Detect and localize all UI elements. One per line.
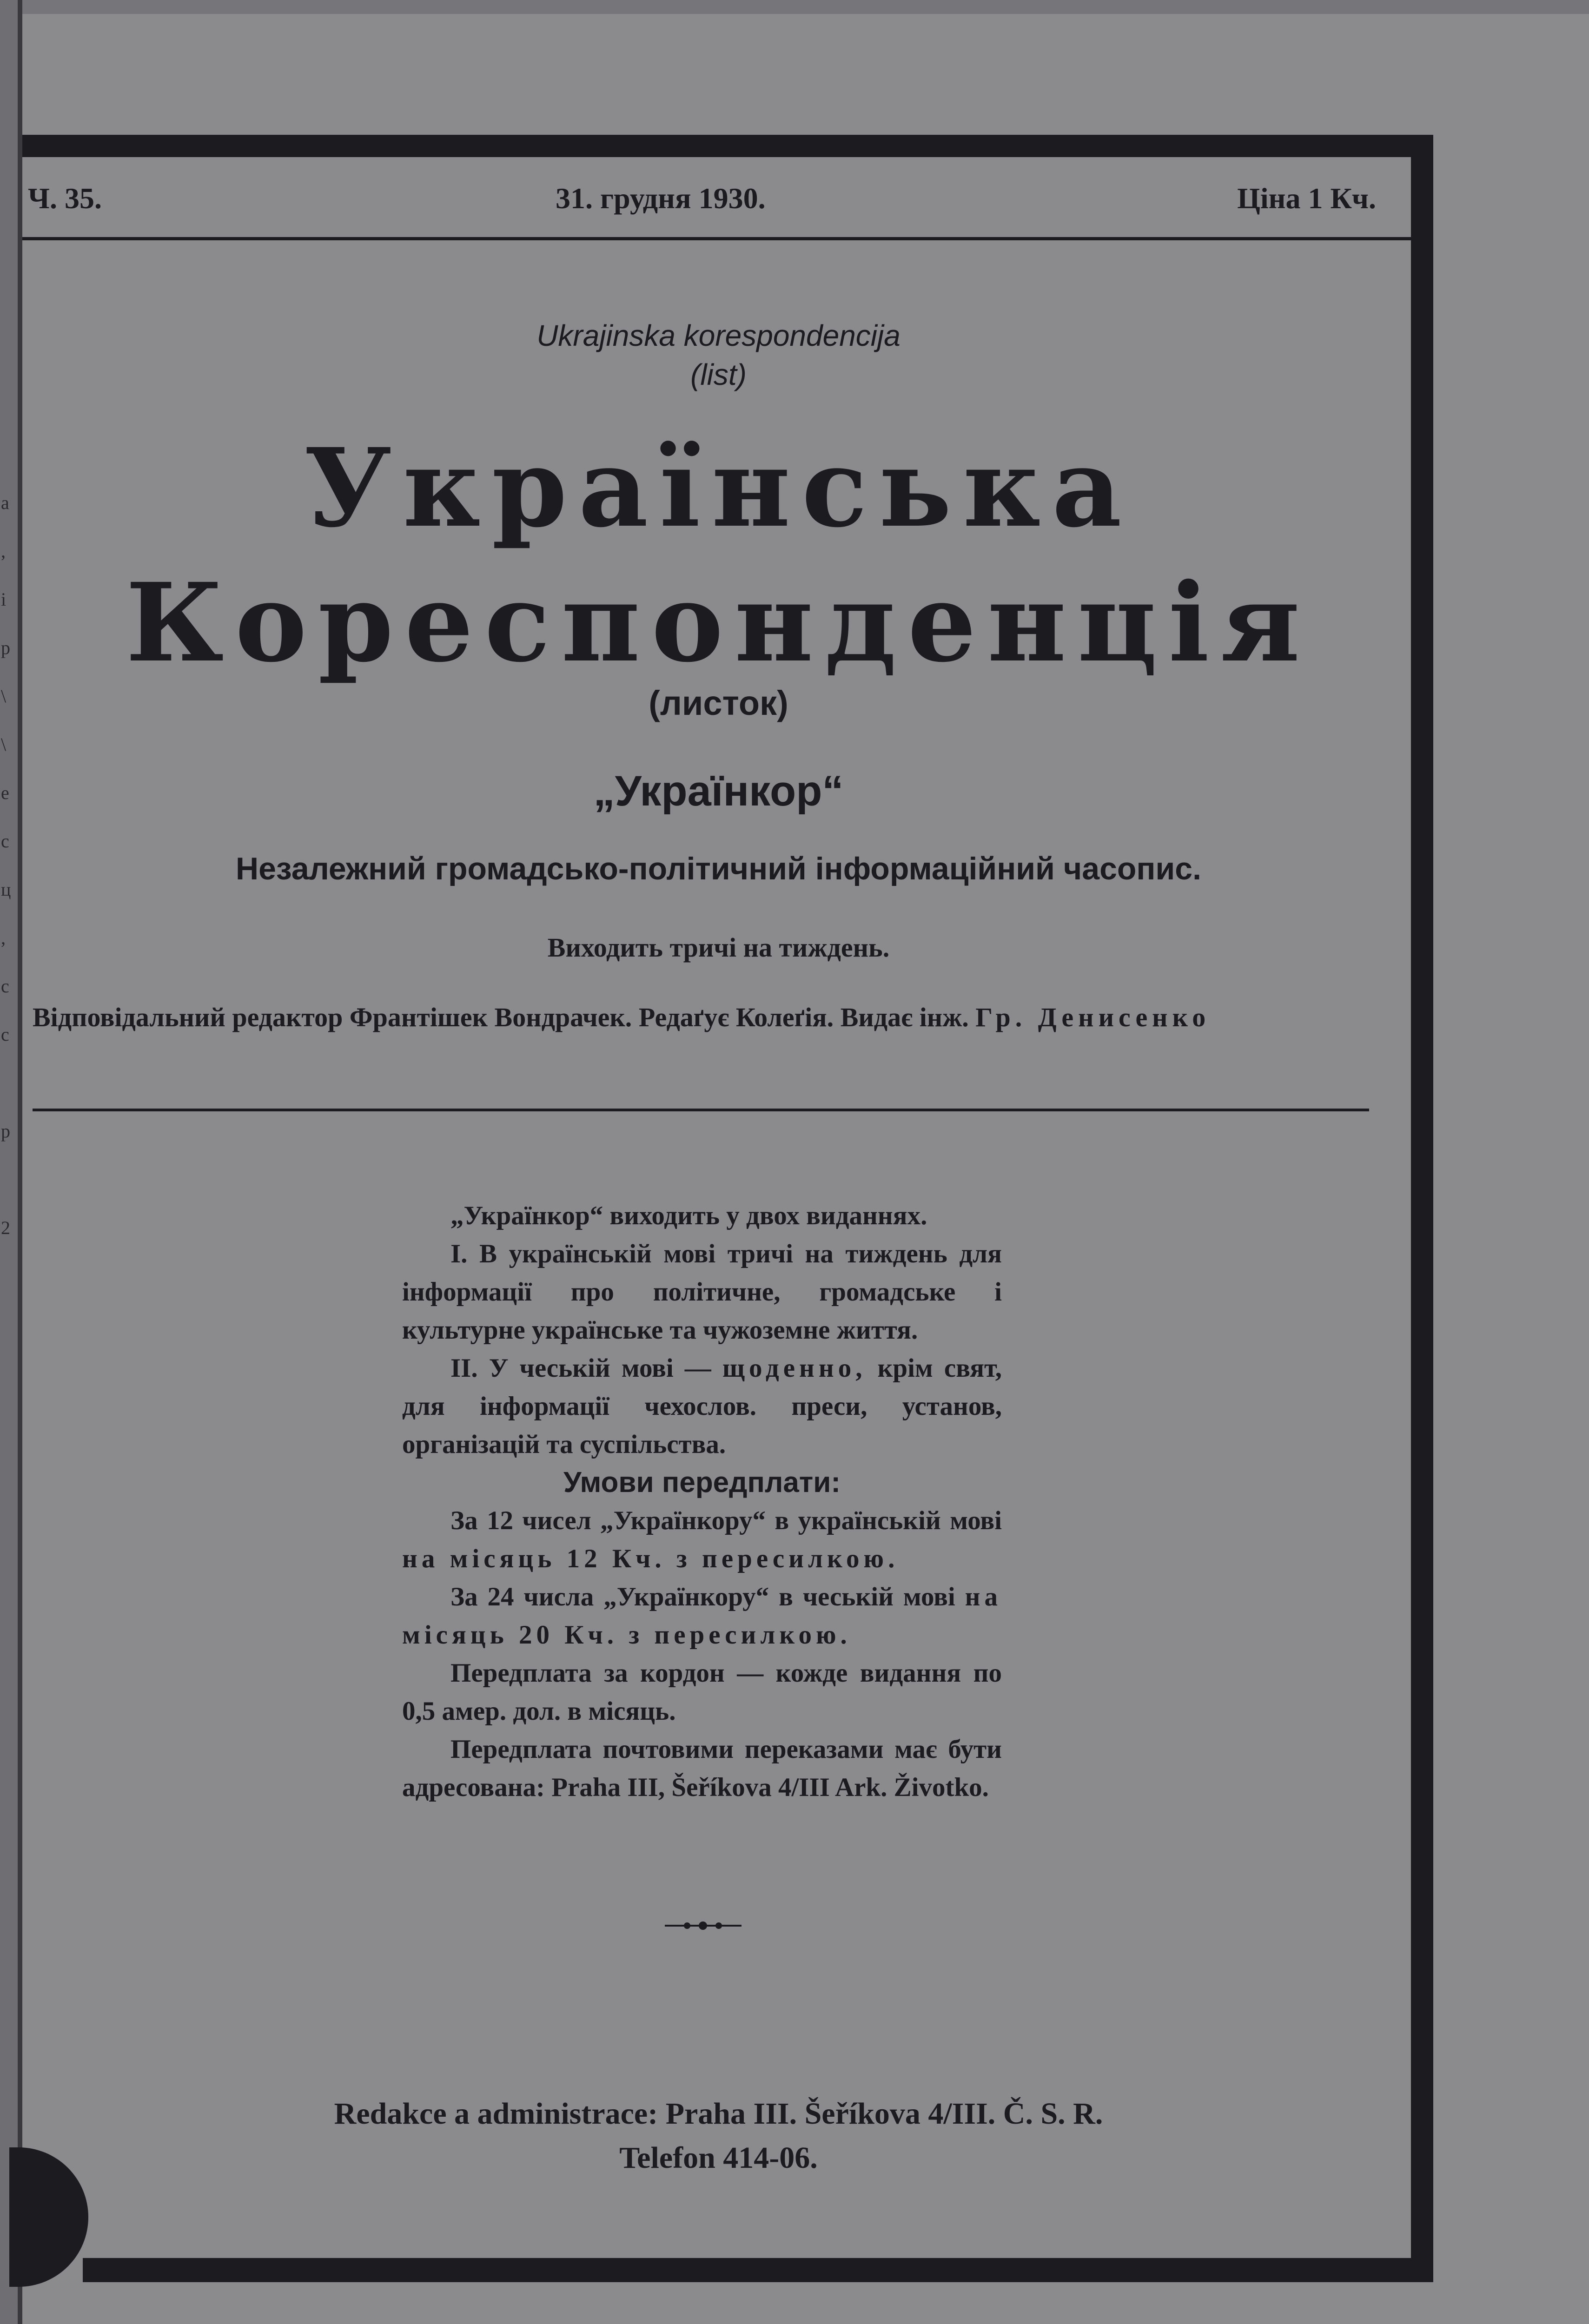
bleed-char: \ [1,686,7,706]
bleed-char [1,1059,17,1107]
description: Незалежний громадсько-політичний інформаційний часопис. [235,851,1202,886]
publisher-name: Гр. Денисенко [975,1002,1211,1032]
bleed-char: с [1,976,9,997]
subscription-czech-prefix: За 24 числа „Українкору“ в чеській мові [450,1582,955,1611]
scan-edge-left-line [18,0,22,2324]
bleed-char [1,1155,17,1204]
editions-intro: „Українкор“ виходить у двох виданнях. [450,1201,927,1230]
masthead-title [22,421,1415,690]
bleed-char: е [1,782,9,803]
frame-top-border [22,135,1433,157]
bleed-char: 2 [1,1217,10,1238]
ornament-divider [665,1919,742,1933]
footer-address: Redakce a administrace: Praha III. Šeříkova 4/III. Č. S. R. [334,2097,1103,2131]
bleed-char: с [1,1024,9,1045]
header-rule [22,237,1415,240]
issue-price: Ціна 1 Кч. [1237,182,1376,215]
bleed-char: а [1,492,9,513]
publisher-prefix: Видає інж. [840,1002,969,1032]
subscription-czech [402,1578,1002,1654]
editorial-line [33,1002,1427,1033]
masthead-title-line-1: Українська [304,424,1133,551]
issue-header [28,181,1376,232]
latin-title [22,316,1415,394]
bleed-char: с [1,831,9,852]
subscription-abroad: Передплата за кордон — кожде видання по 0,5 амер. дол. в місяць. [402,1658,1002,1726]
bleed-char: і [1,589,7,610]
subscription-ukrainian-price: на місяць 12 Кч. з пересилкою. [402,1544,899,1573]
subscription-ukrainian [402,1502,1002,1578]
edited-by: Редаґує Колеґія. [638,1002,834,1032]
section-rule [33,1109,1369,1111]
bleed-char: р [1,637,10,658]
latin-title-line-1: Ukrajinska korespondencija [536,319,900,352]
subscription-czech-price: на місяць 20 Кч. з пересилкою. [402,1582,1002,1650]
subscription-heading: Умови передплати: [563,1466,841,1499]
subscription-ukrainian-prefix: За 12 чисел „Українкору“ в українській мові [450,1506,1002,1535]
issue-date: 31. грудня 1930. [556,182,766,215]
bleed-char: , [1,927,6,948]
edition-czech-rest: крім свят, для інформації чехослов. преси, установ, організацій та суспільства. [402,1353,1002,1459]
edition-czech-emphasis: щоденно, [722,1353,867,1383]
subtitle-form: (листок) [649,684,788,722]
edition-czech-prefix: II. У чеській мові — [450,1353,711,1383]
bleed-char: ц [1,879,11,900]
footer-phone: Telefon 414-06. [619,2141,818,2175]
bleed-char: \ [1,734,7,755]
subscription-postal: Передплата почтовими переказами має бути адресована: Praha III, Šeříkova 4/III Ark. Životko. [402,1735,1002,1802]
scan-edge-top [0,0,1589,14]
bleed-char: р [1,1121,10,1142]
responsible-editor: Відповідальний редактор Франтішек Вондрачек. [33,1002,632,1032]
edition-czech [402,1349,1002,1464]
bleed-char: , [1,541,6,561]
masthead-title-line-2: Кореспонденція [126,559,1311,686]
subscription-info [402,1197,1002,1807]
latin-title-line-2: (list) [690,358,747,391]
adjacent-page-bleed [1,479,17,1252]
issue-number: Ч. 35. [28,182,102,215]
frame-bottom-border [83,2258,1433,2282]
edition-ukrainian: I. В українській мові тричі на тиждень для інформації про політичне, громадське і культурне українське та чужоземне життя. [402,1239,1002,1345]
frequency: Виходить тричі на тиждень. [547,932,890,963]
short-name: „Українкор“ [593,767,844,815]
